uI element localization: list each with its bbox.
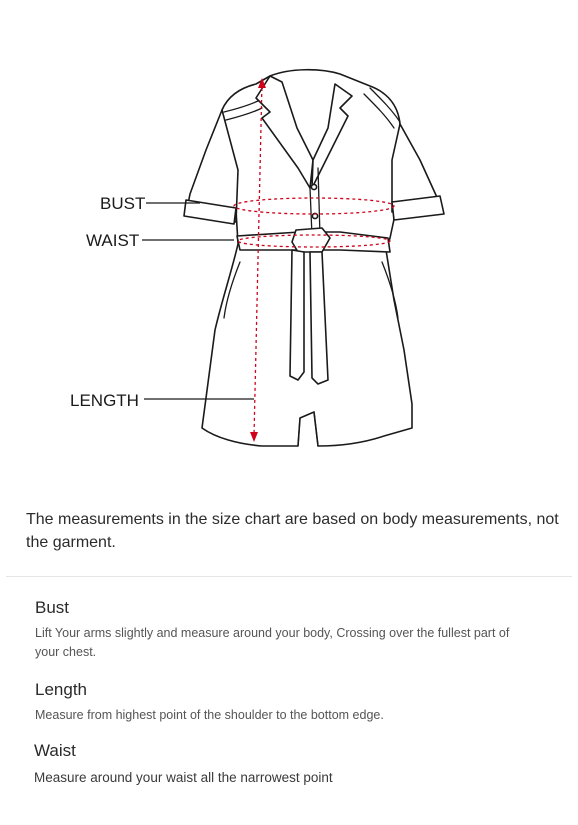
guide-item-title: Length xyxy=(35,680,87,699)
guide-item-waist xyxy=(34,741,534,787)
guide-item-bust xyxy=(35,598,535,662)
guide-item-description: Measure around your waist all the narrowest point xyxy=(34,770,333,785)
bust-label: BUST xyxy=(100,194,146,213)
button-1 xyxy=(311,184,316,189)
guide-item-title: Waist xyxy=(34,741,76,760)
section-divider xyxy=(6,576,572,577)
guide-item-description: Measure from highest point of the shoulder to the bottom edge. xyxy=(35,708,384,722)
belt-tail-left xyxy=(290,250,304,380)
length-label: LENGTH xyxy=(70,391,139,410)
guide-item-title: Bust xyxy=(35,598,70,617)
measurement-note: The measurements in the size chart are based on body measurements, not the garment. xyxy=(26,511,559,551)
guide-item-description: Lift Your arms slightly and measure around your body, Crossing over the fullest part of your chest. xyxy=(35,626,510,659)
waist-label: WAIST xyxy=(86,231,140,250)
belt-knot xyxy=(292,228,330,252)
guide-item-length xyxy=(35,680,535,725)
